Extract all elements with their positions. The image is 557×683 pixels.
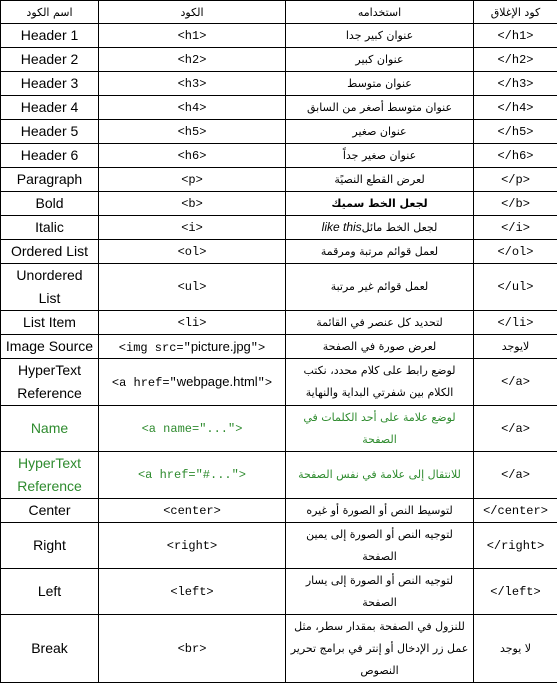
tag-name: Image Source: [1, 335, 99, 359]
header-code: الكود: [99, 1, 286, 24]
tag-name: Header 3: [1, 72, 99, 96]
tag-usage: لعرض صورة في الصفحة: [286, 335, 474, 359]
tag-closing: </ol>: [474, 240, 557, 264]
table-row: [1, 192, 557, 216]
tag-closing: </h3>: [474, 72, 557, 96]
tag-code: <b>: [99, 192, 286, 216]
table-row: [1, 96, 557, 120]
tag-code: <a href="#...">: [99, 452, 286, 499]
tag-closing: </h2>: [474, 48, 557, 72]
tag-usage: لعرض القطع النصيًة: [286, 168, 474, 192]
tag-name: Header 6: [1, 144, 99, 168]
tag-name: Paragraph: [1, 168, 99, 192]
tag-usage: لعمل قوائم غير مرتبة: [286, 264, 474, 311]
tag-usage: لتوجيه النص أو الصورة إلى يسار الصفحة: [286, 569, 474, 615]
tag-closing: </a>: [474, 406, 557, 452]
table-row: [1, 359, 557, 406]
table-row: [1, 120, 557, 144]
table-row: [1, 499, 557, 523]
tag-code: <right>: [99, 523, 286, 569]
tag-usage: للنزول في الصفحة بمقدار سطر، مثل عمل زر الإدخال أو إنتر في برامج تحرير النصوص: [286, 615, 474, 683]
tag-usage: عنوان متوسط: [286, 72, 474, 96]
tag-name: Header 4: [1, 96, 99, 120]
italic-usage-text: لجعل الخط مائل: [362, 221, 438, 234]
tag-code: <h2>: [99, 48, 286, 72]
tag-usage: عنوان كبير جدا: [286, 24, 474, 48]
tag-usage: لوضع علامة على أحد الكلمات في الصفحة: [286, 406, 474, 452]
code-end-part: ">: [258, 376, 272, 390]
tag-name: Ordered List: [1, 240, 99, 264]
tag-closing: </h5>: [474, 120, 557, 144]
header-tag-name: اسم الكود: [1, 1, 99, 24]
code-tag-part: <img src=": [119, 341, 191, 355]
tag-usage: للانتقال إلى علامة في نفس الصفحة: [286, 452, 474, 499]
tag-code: <h5>: [99, 120, 286, 144]
table-row: [1, 569, 557, 615]
tag-name: List Item: [1, 311, 99, 335]
tag-name: Right: [1, 523, 99, 569]
header-row: [1, 1, 557, 24]
tag-usage: لتوسيط النص أو الصورة أو غيره: [286, 499, 474, 523]
tag-closing: </h4>: [474, 96, 557, 120]
tag-usage: [286, 216, 474, 240]
tag-code: <left>: [99, 569, 286, 615]
tag-name: Header 1: [1, 24, 99, 48]
tag-closing: </i>: [474, 216, 557, 240]
tag-closing: لا يوجد: [474, 615, 557, 683]
table-row: [1, 452, 557, 499]
tag-closing: </b>: [474, 192, 557, 216]
table-row: [1, 168, 557, 192]
code-value-part: picture.jpg: [191, 339, 251, 354]
tag-closing: </h1>: [474, 24, 557, 48]
table-row: [1, 216, 557, 240]
tag-name: HyperText Reference: [1, 359, 99, 406]
tag-code: <h6>: [99, 144, 286, 168]
tag-usage: لتوجيه النص أو الصورة إلى يمين الصفحة: [286, 523, 474, 569]
italic-example: like this: [322, 220, 362, 234]
tag-code: <h1>: [99, 24, 286, 48]
table-row: [1, 144, 557, 168]
tag-name: Left: [1, 569, 99, 615]
tag-code: <center>: [99, 499, 286, 523]
header-closing-code: كود الإغلاق: [474, 1, 557, 24]
tag-code: <a name="...">: [99, 406, 286, 452]
tag-closing: </a>: [474, 452, 557, 499]
table-row: [1, 72, 557, 96]
tag-closing: </left>: [474, 569, 557, 615]
table-row: [1, 264, 557, 311]
tag-code: [99, 359, 286, 406]
code-value-part: webpage.html: [177, 374, 258, 389]
tag-usage: لتحديد كل عنصر في القائمة: [286, 311, 474, 335]
table-row: [1, 48, 557, 72]
tag-closing: </right>: [474, 523, 557, 569]
table-row: [1, 406, 557, 452]
tag-closing: </center>: [474, 499, 557, 523]
tag-usage: عنوان متوسط أصغر من السابق: [286, 96, 474, 120]
table-row: [1, 523, 557, 569]
table-row: [1, 311, 557, 335]
tag-name: Name: [1, 406, 99, 452]
tag-code: <br>: [99, 615, 286, 683]
table-row: [1, 335, 557, 359]
tag-usage: عنوان كبير: [286, 48, 474, 72]
tag-code: <h3>: [99, 72, 286, 96]
tag-usage: عنوان صغير: [286, 120, 474, 144]
table-row: [1, 615, 557, 683]
tag-code: <ul>: [99, 264, 286, 311]
tag-closing: </li>: [474, 311, 557, 335]
tag-name: Italic: [1, 216, 99, 240]
tag-code: <h4>: [99, 96, 286, 120]
table-row: [1, 240, 557, 264]
tag-code: <ol>: [99, 240, 286, 264]
tag-closing: لايوجد: [474, 335, 557, 359]
tag-name: Bold: [1, 192, 99, 216]
tag-name: HyperText Reference: [1, 452, 99, 499]
table-row: [1, 24, 557, 48]
tag-closing: </a>: [474, 359, 557, 406]
tag-closing: </ul>: [474, 264, 557, 311]
tag-code: <i>: [99, 216, 286, 240]
tag-code: <p>: [99, 168, 286, 192]
code-end-part: ">: [251, 341, 265, 355]
tag-name: Center: [1, 499, 99, 523]
tag-name: Break: [1, 615, 99, 683]
tag-name: Header 2: [1, 48, 99, 72]
tag-usage: لوضع رابط على كلام محدد، نكتب الكلام بين شفرتي البداية والنهاية: [286, 359, 474, 406]
tag-code: <li>: [99, 311, 286, 335]
tag-closing: </p>: [474, 168, 557, 192]
tag-usage: لعمل قوائم مرتبة ومرقمة: [286, 240, 474, 264]
tag-name: Header 5: [1, 120, 99, 144]
header-usage: استخدامه: [286, 1, 474, 24]
tag-usage: عنوان صغير جداً: [286, 144, 474, 168]
tag-usage: لجعل الخط سميك: [286, 192, 474, 216]
tag-name: Unordered List: [1, 264, 99, 311]
tag-closing: </h6>: [474, 144, 557, 168]
tag-code: [99, 335, 286, 359]
code-tag-part: <a href=": [112, 376, 177, 390]
